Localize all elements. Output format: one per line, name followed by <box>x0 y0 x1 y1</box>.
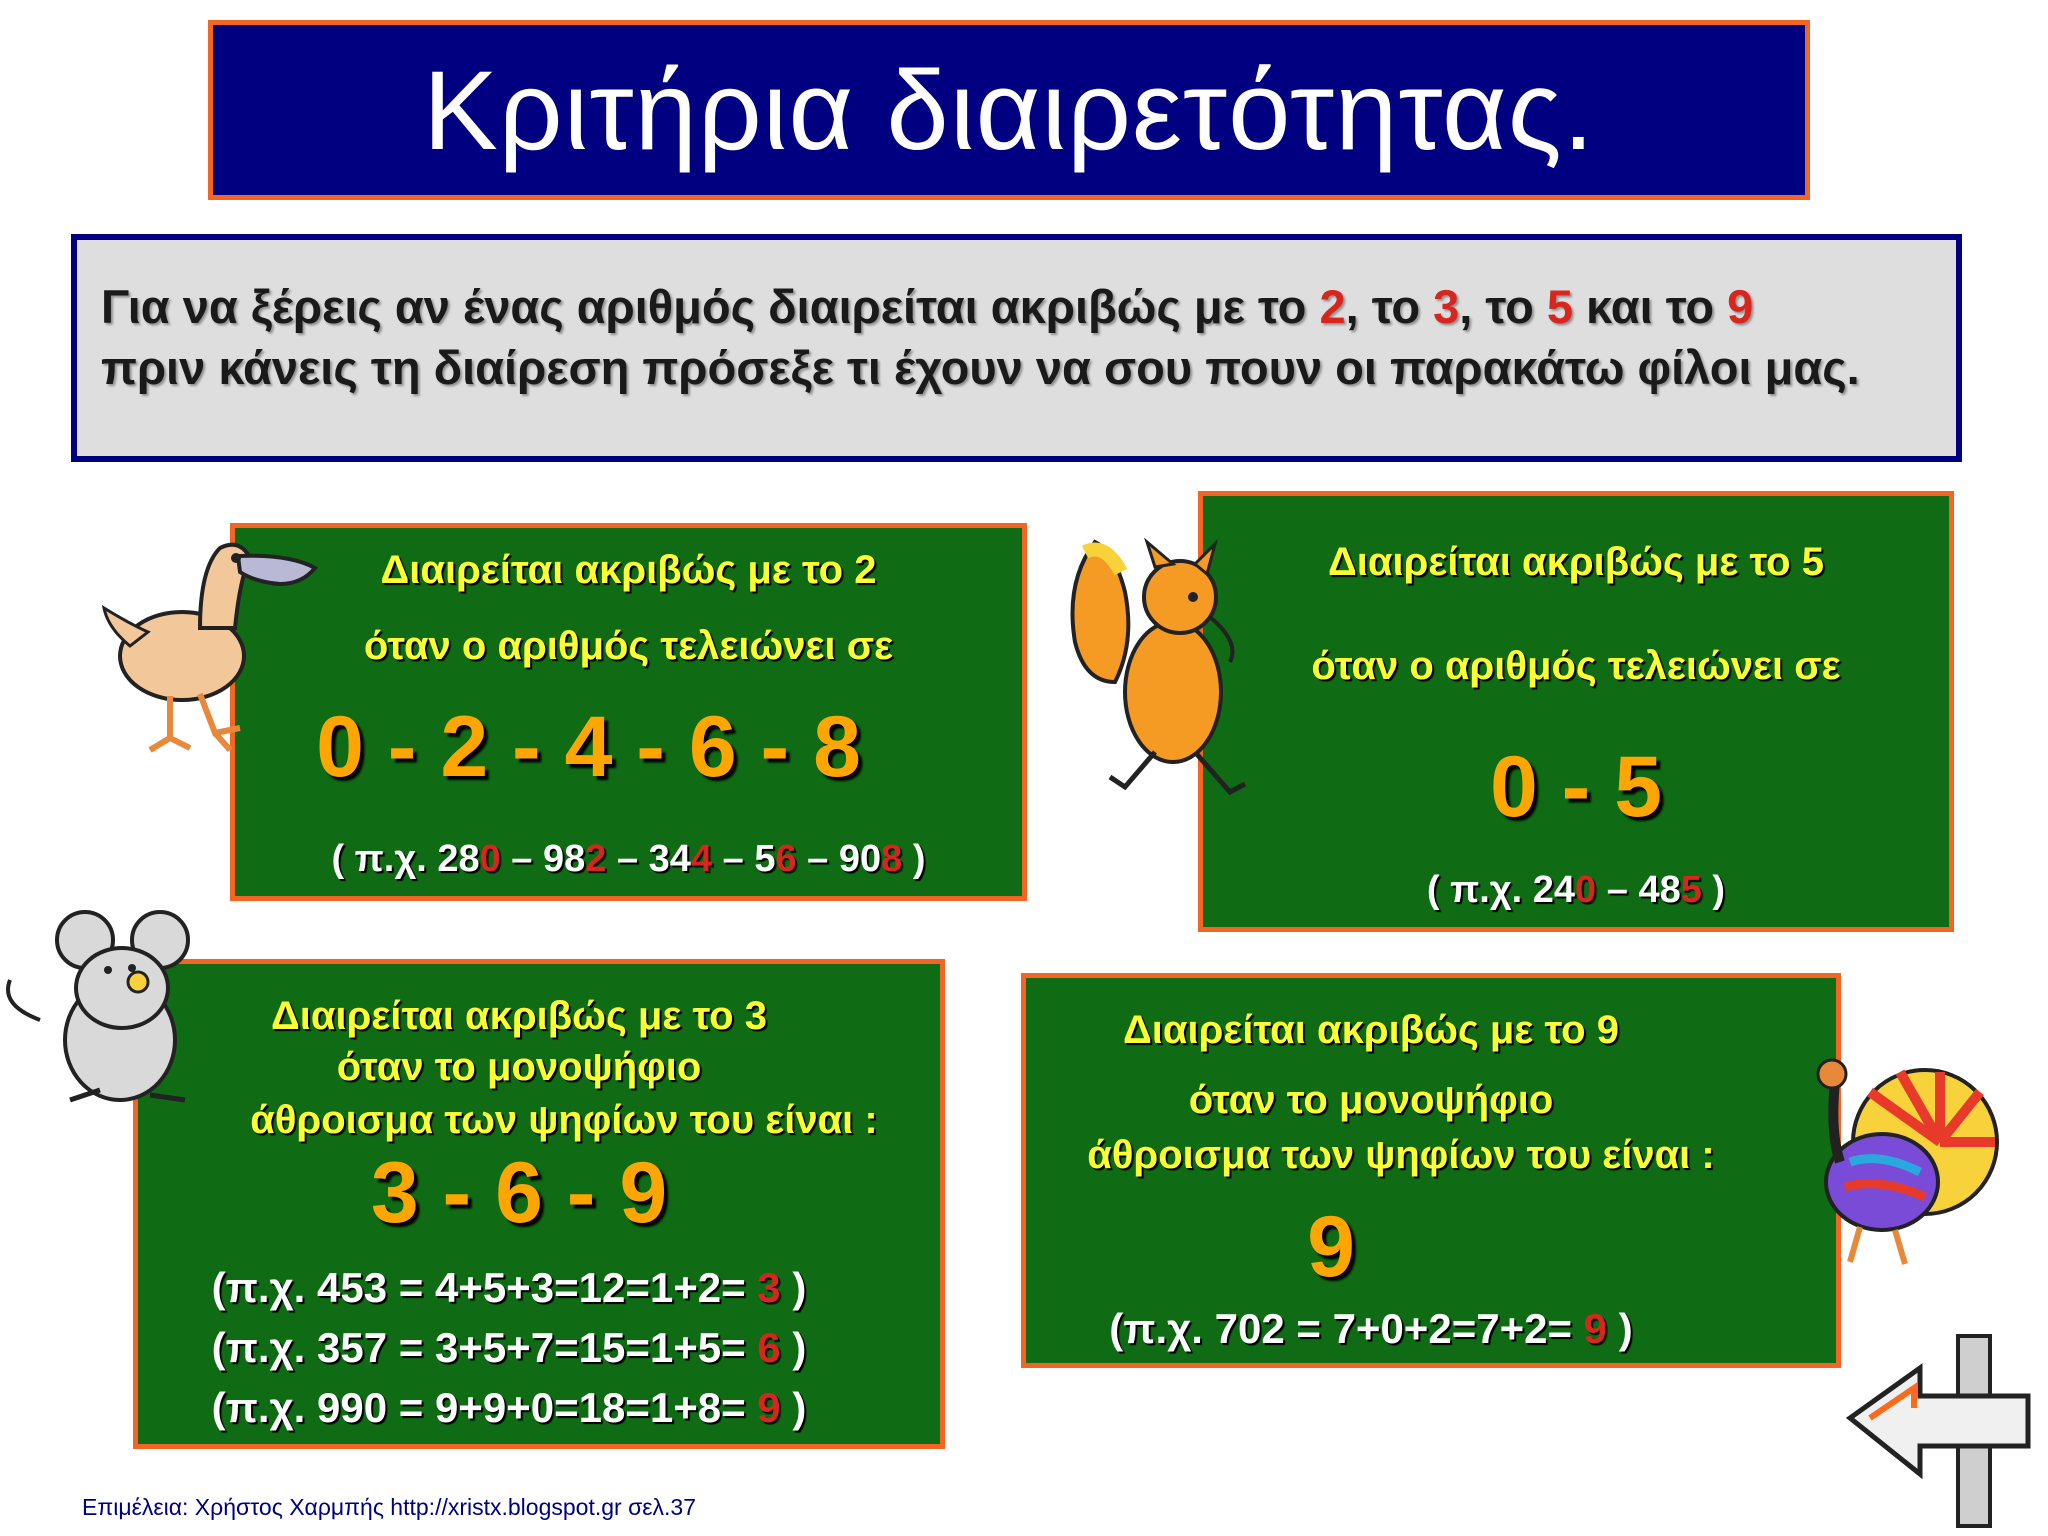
title-banner <box>208 20 1810 200</box>
squirrel-icon <box>1055 522 1260 807</box>
ex-num: 90 <box>838 838 882 880</box>
ex-close: ) <box>902 838 926 880</box>
ex-last-digit: 0 <box>479 838 501 880</box>
ex-text: (π.χ. 453 = 4+5+3=12=1+2= <box>211 1264 758 1311</box>
intro-part2: πριν κάνεις τη διαίρεση πρόσεξε τι έχουν να σου πουν οι παρακάτω φίλοι μας. <box>101 341 1860 394</box>
ex-result: 3 <box>757 1264 781 1311</box>
board2-condition: όταν ο αριθμός τελειώνει σε <box>363 624 894 668</box>
ex-num: 5 <box>754 838 776 880</box>
ex-close: ) <box>1701 869 1726 911</box>
board-divisible-by-9 <box>1021 973 1841 1368</box>
board-divisible-by-2 <box>230 523 1027 901</box>
ex-num: 48 <box>1638 869 1681 911</box>
ex-num: 34 <box>648 838 691 880</box>
back-arrow-sign-icon[interactable] <box>1838 1328 2038 1533</box>
intro-part1: Για να ξέρεις αν ένας αριθμός διαιρείται ακριβώς με το <box>101 280 1320 333</box>
board9-condition-sum: άθροισμα των ψηφίων του είναι : <box>1087 1133 1715 1177</box>
page-title: Κριτήρια διαιρετότητας. <box>423 47 1595 173</box>
ex-open: ( π.χ. <box>331 838 438 880</box>
ex-last-digit: 8 <box>881 838 903 880</box>
ex-last-digit: 6 <box>775 838 797 880</box>
board5-heading: Διαιρείται ακριβώς με το 5 <box>1328 540 1824 584</box>
ex-text: (π.χ. 990 = 9+9+0=18=1+8= <box>211 1384 758 1431</box>
pelican-icon <box>90 528 320 758</box>
ex-last-digit: 0 <box>1575 869 1597 911</box>
board9-example <box>966 1305 1776 1353</box>
ex-close: ) <box>780 1384 807 1431</box>
ex-last-digit: 5 <box>1680 869 1702 911</box>
board3-digits: 3 - 6 - 9 <box>370 1145 668 1241</box>
ex-result: 9 <box>757 1384 781 1431</box>
intro-sep: και το <box>1573 280 1728 333</box>
board3-condition: όταν το μονοψήφιο <box>336 1045 702 1089</box>
ex-result: 6 <box>757 1324 781 1371</box>
board-divisible-by-3 <box>133 959 945 1449</box>
intro-text <box>101 276 1932 398</box>
board3-example-2 <box>108 1324 910 1372</box>
ex-result: 9 <box>1583 1305 1608 1352</box>
ex-text: (π.χ. 357 = 3+5+7=15=1+5= <box>211 1324 758 1371</box>
board-divisible-by-5 <box>1198 491 1954 932</box>
ex-sep: – <box>796 838 839 880</box>
ex-num: 98 <box>543 838 586 880</box>
intro-sep: , το <box>1345 280 1434 333</box>
board9-heading: Διαιρείται ακριβώς με το 9 <box>1123 1008 1619 1052</box>
ex-num: 24 <box>1532 869 1576 911</box>
intro-number-2: 2 <box>1319 280 1346 333</box>
board9-digits: 9 <box>1307 1199 1355 1295</box>
ex-num: 28 <box>437 838 480 880</box>
board9-condition: όταν το μονοψήφιο <box>1188 1078 1554 1122</box>
ex-open: ( π.χ. <box>1426 869 1533 911</box>
mouse-icon <box>0 910 215 1110</box>
board2-digits: 0 - 2 - 4 - 6 - 8 <box>316 699 861 795</box>
ex-close: ) <box>780 1324 807 1371</box>
ex-close: ) <box>780 1264 807 1311</box>
intro-number-5: 5 <box>1546 280 1573 333</box>
board5-condition: όταν ο αριθμός τελειώνει σε <box>1311 644 1841 688</box>
intro-sep: , το <box>1459 280 1547 333</box>
ex-sep: – <box>712 838 755 880</box>
board3-example-1 <box>108 1264 910 1312</box>
ex-sep: – <box>1596 869 1639 911</box>
ex-sep: – <box>606 838 649 880</box>
board3-heading: Διαιρείται ακριβώς με το 3 <box>271 994 767 1038</box>
intro-number-9: 9 <box>1727 280 1754 333</box>
footer-credit: Επιμέλεια: Χρήστος Χαρμπής http://xristx.blogspot.gr σελ.37 <box>82 1494 697 1520</box>
board5-digits: 0 - 5 <box>1489 739 1663 835</box>
intro-number-3: 3 <box>1433 280 1460 333</box>
ex-last-digit: 2 <box>585 838 607 880</box>
board5-example <box>1203 869 1949 912</box>
board3-condition-sum: άθροισμα των ψηφίων του είναι : <box>250 1098 878 1142</box>
ex-last-digit: 4 <box>690 838 713 880</box>
board2-example <box>235 838 1022 881</box>
ex-close: ) <box>1607 1305 1633 1352</box>
ex-sep: – <box>500 838 543 880</box>
intro-box <box>71 234 1962 462</box>
board2-heading: Διαιρείται ακριβώς με το 2 <box>380 548 877 592</box>
board3-example-3 <box>108 1384 910 1432</box>
ex-text: (π.χ. 702 = 7+0+2=7+2= <box>1109 1305 1584 1352</box>
turkey-icon <box>1790 1052 2000 1270</box>
